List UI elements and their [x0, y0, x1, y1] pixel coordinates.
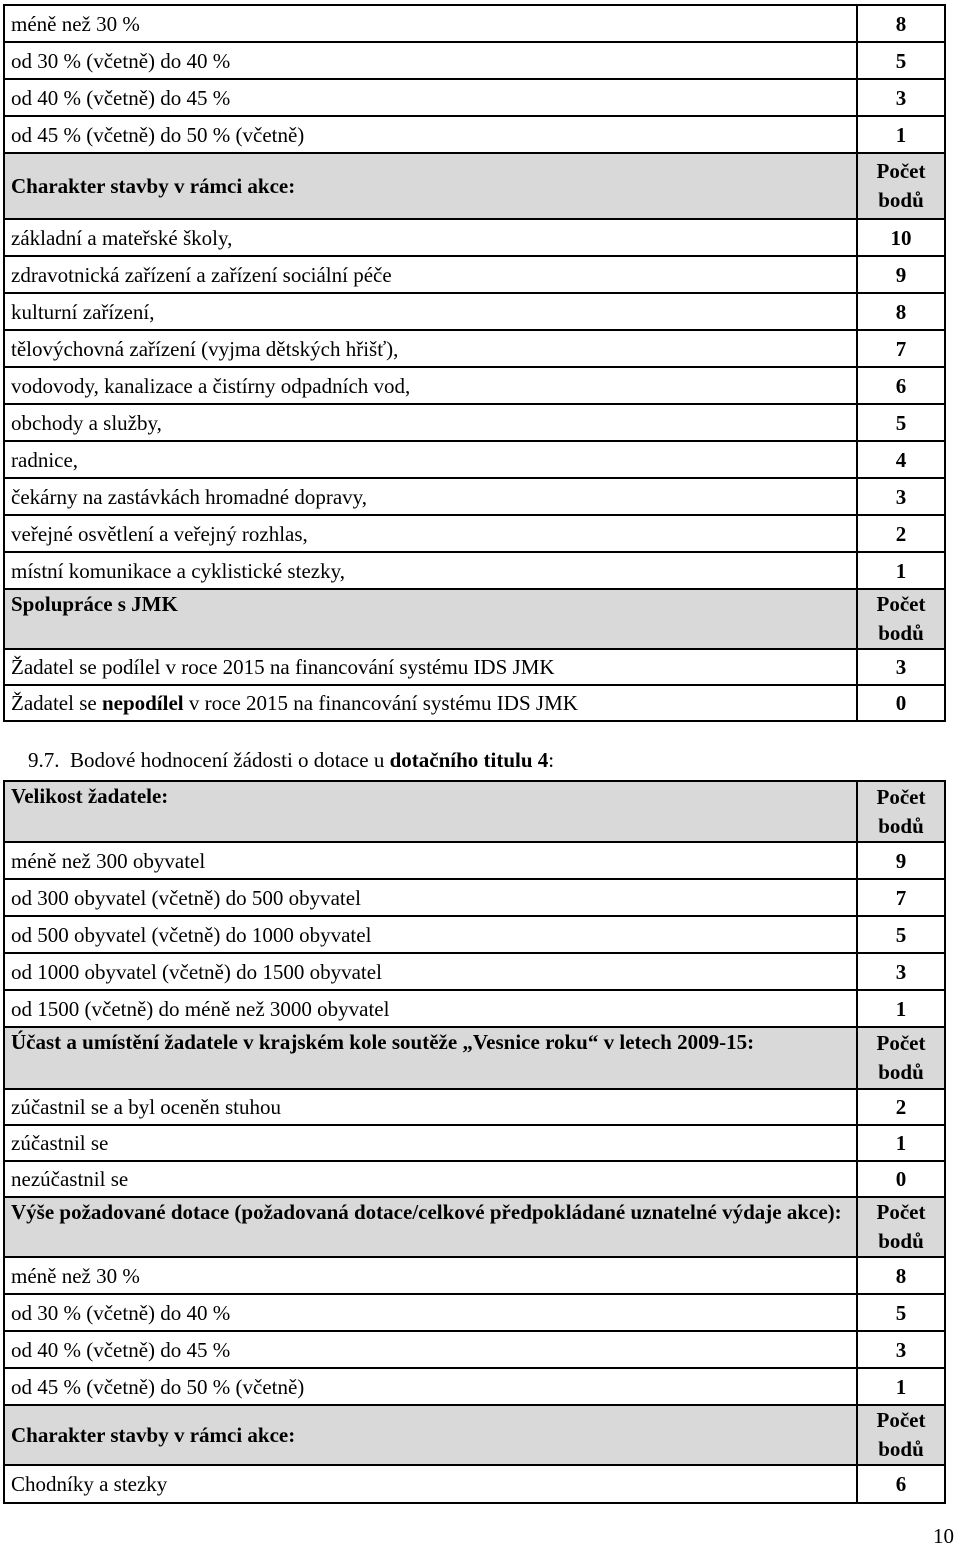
- row-label: méně než 30 %: [4, 1257, 857, 1294]
- section-header-row: [4, 1405, 945, 1465]
- table-row: [4, 953, 945, 990]
- row-label: základní a mateřské školy,: [4, 219, 857, 256]
- table-row: [4, 842, 945, 879]
- row-label-pre: Žadatel se: [11, 691, 102, 715]
- points-header-line1: Počet: [876, 1031, 926, 1055]
- section-header-label: Velikost žadatele:: [4, 781, 857, 842]
- row-points: 1: [857, 552, 945, 589]
- section-number: 9.7.: [28, 748, 60, 772]
- row-points: 4: [857, 441, 945, 478]
- table-row: [4, 256, 945, 293]
- row-label: radnice,: [4, 441, 857, 478]
- row-label: nezúčastnil se: [4, 1161, 857, 1197]
- row-label: od 45 % (včetně) do 50 % (včetně): [4, 1368, 857, 1405]
- row-points: 1: [857, 1125, 945, 1161]
- row-label: místní komunikace a cyklistické stezky,: [4, 552, 857, 589]
- row-label: čekárny na zastávkách hromadné dopravy,: [4, 478, 857, 515]
- section-header-label: Výše požadované dotace (požadovaná dotace/celkové předpokládané uznatelné výdaje akce):: [4, 1197, 857, 1257]
- table-row: [4, 552, 945, 589]
- table-row: [4, 1465, 945, 1503]
- table-row: [4, 330, 945, 367]
- points-header: [857, 1027, 945, 1089]
- points-header-line1: Počet: [876, 1408, 926, 1432]
- points-header-line1: Počet: [876, 159, 926, 183]
- table-row: [4, 685, 945, 721]
- row-label: zdravotnická zařízení a zařízení sociální péče: [4, 256, 857, 293]
- row-label: od 45 % (včetně) do 50 % (včetně): [4, 116, 857, 153]
- points-header-line2: bodů: [878, 813, 924, 838]
- section-header-label: Charakter stavby v rámci akce:: [4, 153, 857, 219]
- row-points: 6: [857, 1465, 945, 1503]
- table-row: [4, 1125, 945, 1161]
- table-row: [4, 879, 945, 916]
- row-points: 1: [857, 990, 945, 1027]
- row-points: 0: [857, 1161, 945, 1197]
- section-header-row: [4, 1197, 945, 1257]
- row-points: 5: [857, 1294, 945, 1331]
- section-text-post: :: [548, 748, 555, 772]
- points-header-line1: Počet: [876, 592, 926, 616]
- section-header-row: [4, 153, 945, 219]
- section-header-row: [4, 781, 945, 842]
- row-label: od 30 % (včetně) do 40 %: [4, 1294, 857, 1331]
- section-text-bold: dotačního titulu 4: [389, 748, 549, 772]
- row-label: od 30 % (včetně) do 40 %: [4, 42, 857, 79]
- row-label: zúčastnil se a byl oceněn stuhou: [4, 1089, 857, 1125]
- points-header-line2: bodů: [878, 621, 924, 645]
- points-header-line1: Počet: [876, 784, 926, 809]
- section-header-row: [4, 589, 945, 649]
- row-points: 5: [857, 916, 945, 953]
- row-points: 7: [857, 879, 945, 916]
- row-label: od 1500 (včetně) do méně než 3000 obyvatel: [4, 990, 857, 1027]
- row-points: 5: [857, 42, 945, 79]
- row-points: 8: [857, 1257, 945, 1294]
- points-header: [857, 589, 945, 649]
- row-label: vodovody, kanalizace a čistírny odpadních vod,: [4, 367, 857, 404]
- table-row: [4, 1161, 945, 1197]
- section-header-label: Charakter stavby v rámci akce:: [4, 1405, 857, 1465]
- row-label-bold: nepodílel: [101, 691, 184, 715]
- points-header-line2: bodů: [878, 188, 924, 212]
- row-points: 9: [857, 842, 945, 879]
- row-label: veřejné osvětlení a veřejný rozhlas,: [4, 515, 857, 552]
- row-label: kulturní zařízení,: [4, 293, 857, 330]
- section-header-label: Účast a umístění žadatele v krajském kole soutěže „Vesnice roku“ v letech 2009-15:: [4, 1027, 857, 1089]
- table-row: [4, 42, 945, 79]
- table-row: [4, 1368, 945, 1405]
- table-row: [4, 219, 945, 256]
- row-points: 3: [857, 1331, 945, 1368]
- row-points: 5: [857, 404, 945, 441]
- row-label: od 40 % (včetně) do 45 %: [4, 79, 857, 116]
- table-row: [4, 1331, 945, 1368]
- row-points: 10: [857, 219, 945, 256]
- row-label: méně než 30 %: [4, 5, 857, 42]
- row-label: zúčastnil se: [4, 1125, 857, 1161]
- section-header-row: [4, 1027, 945, 1089]
- row-label: od 40 % (včetně) do 45 %: [4, 1331, 857, 1368]
- points-header-line2: bodů: [878, 1229, 924, 1253]
- table-row: [4, 649, 945, 685]
- points-header: [857, 1197, 945, 1257]
- row-label: tělovýchovná zařízení (vyjma dětských hřišť),: [4, 330, 857, 367]
- row-label: obchody a služby,: [4, 404, 857, 441]
- table-row: [4, 1089, 945, 1125]
- table-row: [4, 116, 945, 153]
- points-header-line1: Počet: [876, 1200, 926, 1224]
- row-points: 3: [857, 649, 945, 685]
- scoring-table-2: [3, 780, 946, 1504]
- points-header-line2: bodů: [878, 1060, 924, 1084]
- row-label: od 1000 obyvatel (včetně) do 1500 obyvatel: [4, 953, 857, 990]
- row-points: 2: [857, 515, 945, 552]
- section-text-pre: Bodové hodnocení žádosti o dotace u: [70, 748, 390, 772]
- row-points: 8: [857, 5, 945, 42]
- section-header-label: Spolupráce s JMK: [4, 589, 857, 649]
- row-label: od 500 obyvatel (včetně) do 1000 obyvatel: [4, 916, 857, 953]
- table-row: [4, 79, 945, 116]
- table-row: [4, 515, 945, 552]
- table-row: [4, 441, 945, 478]
- row-points: 1: [857, 116, 945, 153]
- row-points: 3: [857, 478, 945, 515]
- table-row: [4, 1257, 945, 1294]
- row-label-post: v roce 2015 na financování systému IDS JMK: [183, 691, 578, 715]
- table-row: [4, 478, 945, 515]
- table-row: [4, 367, 945, 404]
- points-header: [857, 1405, 945, 1465]
- page-number: 10: [933, 1524, 954, 1548]
- row-label: Chodníky a stezky: [4, 1465, 857, 1503]
- table-row: [4, 293, 945, 330]
- scoring-table-1: [3, 4, 946, 722]
- table-row: [4, 1294, 945, 1331]
- points-header: [857, 153, 945, 219]
- points-header: [857, 781, 945, 842]
- row-label: [4, 685, 857, 721]
- row-points: 3: [857, 79, 945, 116]
- section-heading: [28, 746, 554, 774]
- row-points: 8: [857, 293, 945, 330]
- row-points: 6: [857, 367, 945, 404]
- row-points: 2: [857, 1089, 945, 1125]
- row-label: od 300 obyvatel (včetně) do 500 obyvatel: [4, 879, 857, 916]
- row-label: Žadatel se podílel v roce 2015 na financování systému IDS JMK: [4, 649, 857, 685]
- row-points: 0: [857, 685, 945, 721]
- points-header-line2: bodů: [878, 1437, 924, 1461]
- table-row: [4, 990, 945, 1027]
- row-label: méně než 300 obyvatel: [4, 842, 857, 879]
- table-row: [4, 916, 945, 953]
- row-points: 1: [857, 1368, 945, 1405]
- row-points: 7: [857, 330, 945, 367]
- table-row: [4, 5, 945, 42]
- row-points: 9: [857, 256, 945, 293]
- table-row: [4, 404, 945, 441]
- row-points: 3: [857, 953, 945, 990]
